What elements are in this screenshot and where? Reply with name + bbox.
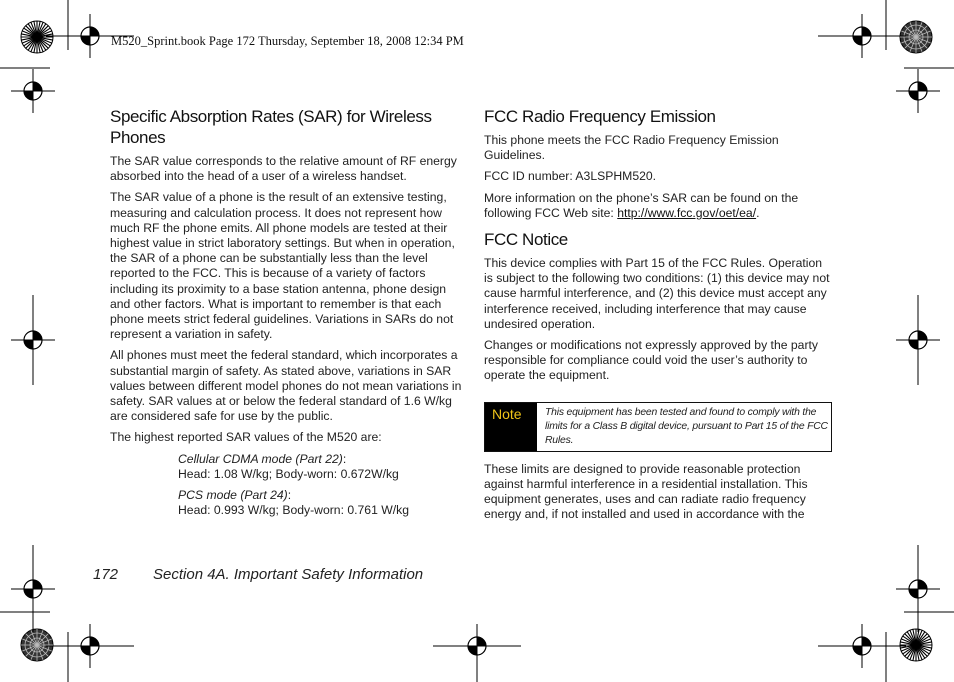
sar-paragraph: The SAR value of a phone is the result of an extensive testing, measuring and calculation process. It does not represent how much RF the phone emits. All phone models are tested at their highest value in strict laboratory settings. But when in operation, the SAR of a phone can be substantially less than the level reported to the FCC. This is because of a variety of factors including its proximity to a base station antenna, phone design and other factors. What is important to remember is that each phone meets strict federal guidelines. Variations in SARs do not represent a variation in safety. (110, 190, 455, 342)
crosshair-icon (11, 69, 55, 113)
sar-mode-label: Cellular CDMA mode (Part 22) (178, 451, 343, 466)
fcc-rf-heading: FCC Radio Frequency Emission (484, 107, 716, 126)
sar-mode-label: PCS mode (Part 24) (178, 488, 288, 503)
registration-starburst-icon (21, 21, 53, 53)
fcc-paragraph: This phone meets the FCC Radio Frequency Emission Guidelines. (484, 133, 779, 163)
sar-paragraph: The SAR value corresponds to the relative amount of RF energy absorbed into the head of a user of a wireless handset. (110, 154, 457, 184)
registration-starburst-icon (900, 629, 932, 661)
fcc-notice-paragraph: This device complies with Part 15 of the FCC Rules. Operation is subject to the following two conditions: (1) this device may not cause harmful interference, and (2) this device must accept any interference received, including interference that may cause undesired operation. (484, 256, 830, 331)
sar-paragraph: The highest reported SAR values of the M520 are: (110, 430, 382, 445)
registration-dark-icon (900, 21, 932, 53)
footer-page-number: 172 (93, 566, 119, 583)
note-text: This equipment has been tested and found to comply with the limits for a Class B digital device, pursuant to Part 15 of the FCC Rules. (545, 406, 828, 446)
fcc-notice-paragraph: These limits are designed to provide reasonable protection against harmful interference in a residential installation. This equipment generates, uses and can radiate radio frequency energy and, if not installed and used in accordance with the (484, 461, 808, 522)
fcc-id-paragraph: FCC ID number: A3LSPHM520. (484, 169, 657, 184)
crosshair-icon (896, 69, 940, 113)
print-header: M520_Sprint.book Page 172 Thursday, September 18, 2008 12:34 PM (111, 34, 464, 48)
note-label: Note (485, 403, 537, 451)
sar-value-text: Head: 0.993 W/kg; Body-worn: 0.761 W/kg (178, 503, 409, 518)
fcc-web-paragraph: More information on the phone’s SAR can be found on the following FCC Web site: http://www.fcc.gov/oet/ea/. (484, 190, 799, 220)
note-box (484, 402, 832, 452)
right-column (484, 106, 834, 528)
footer-section-title: Section 4A. Important Safety Information (153, 566, 424, 583)
sar-value-cellular: Cellular CDMA mode (Part 22): Head: 1.08 W/kg; Body-worn: 0.672W/kg (178, 452, 466, 482)
registration-dark-icon (21, 629, 53, 661)
sar-value-pcs: PCS mode (Part 24): Head: 0.993 W/kg; Body-worn: 0.761 W/kg (178, 488, 466, 518)
fcc-notice-paragraph: Changes or modifications not expressly approved by the party responsible for compliance could void the user’s authority to operate the equipment. (484, 338, 818, 383)
fcc-web-link[interactable]: http://www.fcc.gov/oet/ea/ (617, 205, 757, 220)
left-column (110, 106, 466, 524)
sar-value-text: Head: 1.08 W/kg; Body-worn: 0.672W/kg (178, 466, 399, 481)
sar-paragraph: All phones must meet the federal standard, which incorporates a substantial margin of safety. As stated above, variations in SAR values between different model phones do not mean variations in safety. SAR values at or below the federal standard of 1.6 W/kg are considered safe for use by the public. (110, 348, 462, 424)
fcc-notice-heading: FCC Notice (484, 230, 568, 250)
sar-heading: Specific Absorption Rates (SAR) for Wireless Phones (110, 107, 432, 147)
